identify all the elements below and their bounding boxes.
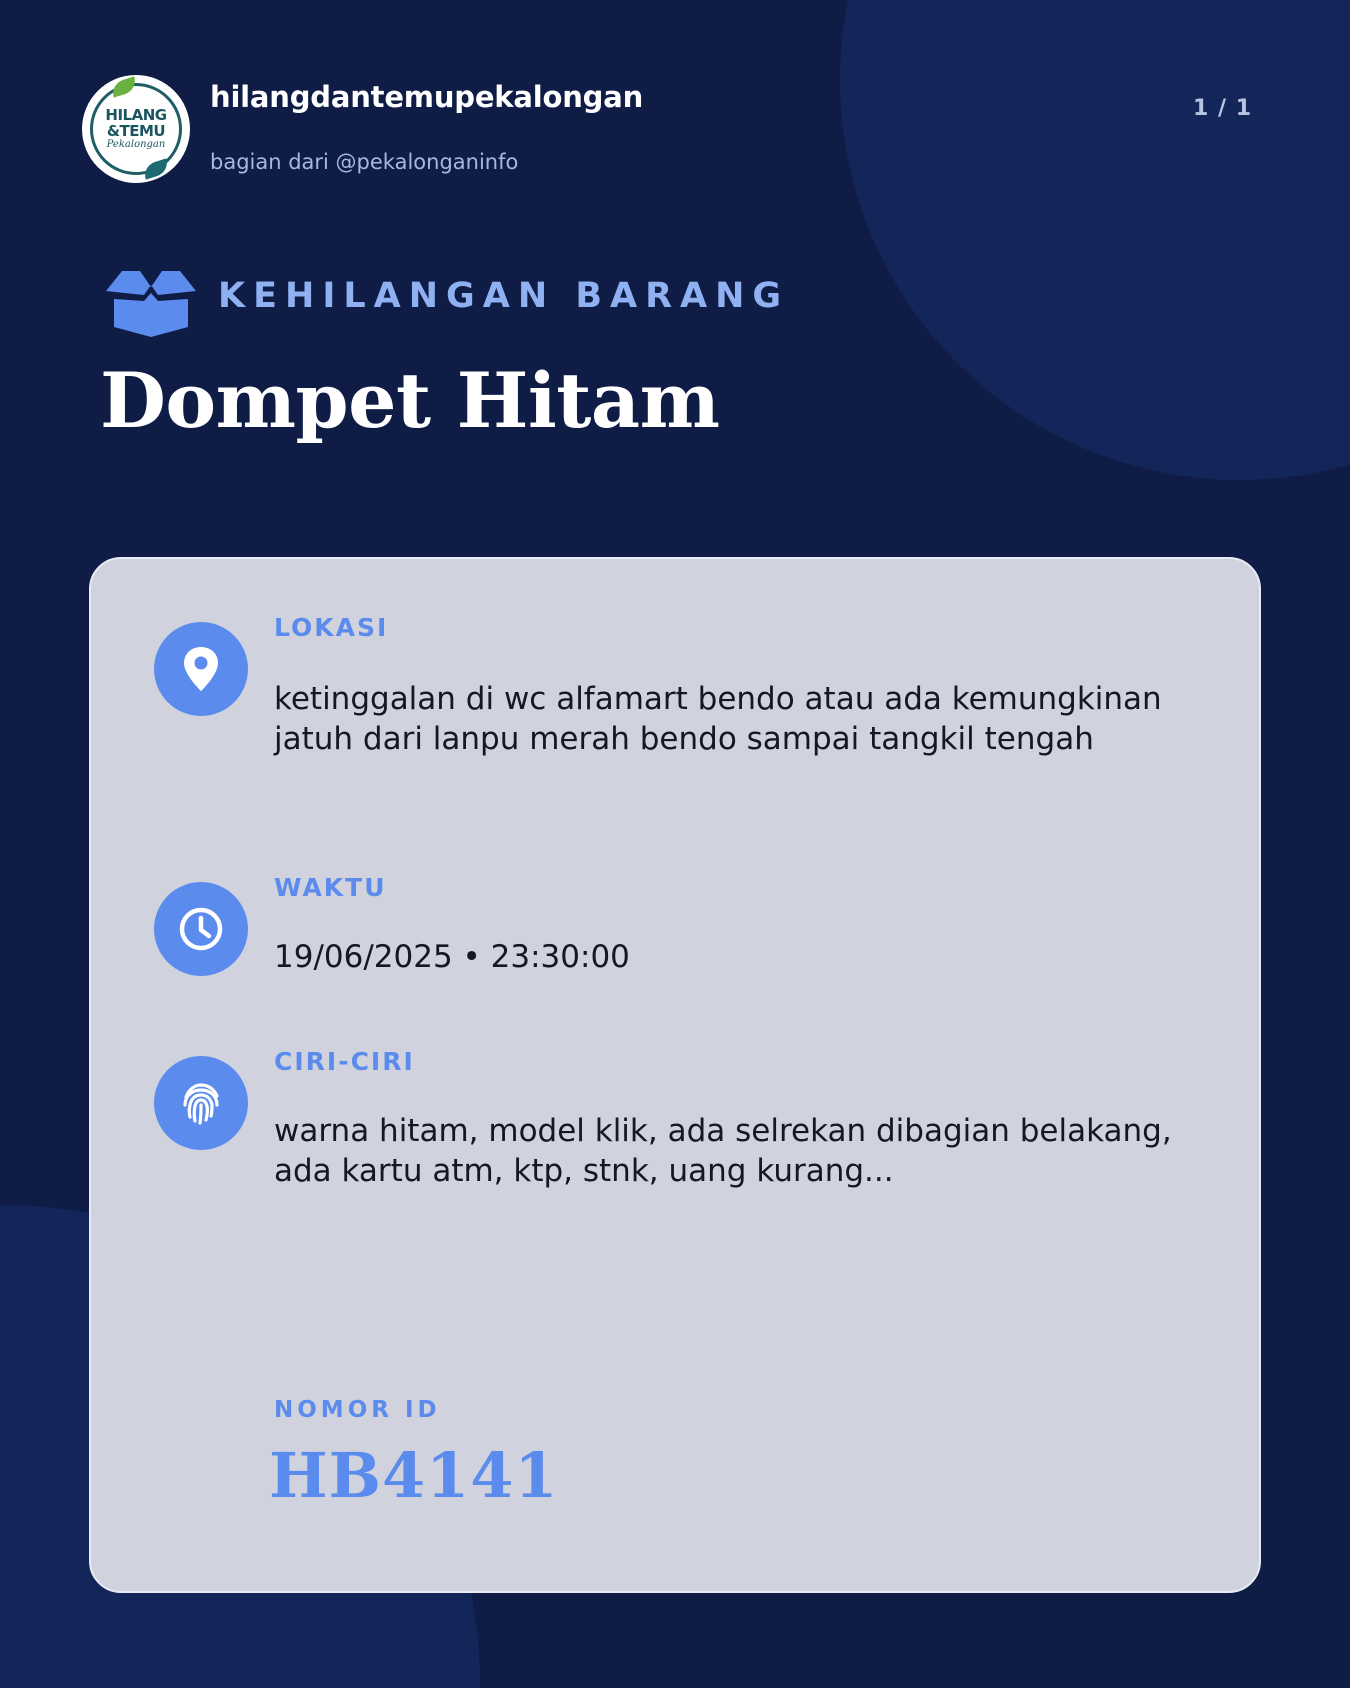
avatar[interactable] — [82, 75, 190, 183]
clock-icon — [178, 906, 224, 952]
account-username[interactable]: hilangdantemupekalongan — [210, 80, 644, 114]
time-icon-badge — [154, 882, 248, 976]
background-circle-top — [840, 0, 1350, 480]
fingerprint-icon — [177, 1079, 225, 1127]
location-icon-badge — [154, 622, 248, 716]
box-open-icon — [104, 265, 198, 337]
account-subtitle: bagian dari @pekalonganinfo — [210, 150, 519, 174]
id-label: NOMOR ID — [274, 1397, 441, 1423]
logo-text-line3: Pekalongan — [106, 139, 166, 150]
logo-text-line1: HILANG — [105, 106, 167, 124]
time-value: 19/06/2025 • 23:30:00 — [274, 939, 630, 975]
time-label: WAKTU — [274, 873, 387, 902]
logo — [90, 83, 182, 175]
features-label: CIRI-CIRI — [274, 1047, 415, 1076]
id-value: HB4141 — [269, 1439, 559, 1512]
features-icon-badge — [154, 1056, 248, 1150]
leaf-icon — [109, 76, 138, 97]
page-counter: 1 / 1 — [1193, 96, 1252, 121]
details-card — [89, 557, 1261, 1593]
location-value: ketinggalan di wc alfamart bendo atau ada kemungkinan jatuh dari lanpu merah bendo sampai tangkil tengah — [274, 681, 1162, 757]
item-title: Dompet Hitam — [100, 356, 720, 445]
category-label: KEHILANGAN BARANG — [218, 276, 790, 316]
leaf-icon — [141, 158, 170, 179]
location-label: LOKASI — [274, 613, 389, 642]
logo-text-line2: &TEMU — [106, 122, 166, 140]
map-pin-icon — [181, 645, 221, 693]
features-value: warna hitam, model klik, ada selrekan dibagian belakang, ada kartu atm, ktp, stnk, uang kurang... — [274, 1113, 1172, 1189]
